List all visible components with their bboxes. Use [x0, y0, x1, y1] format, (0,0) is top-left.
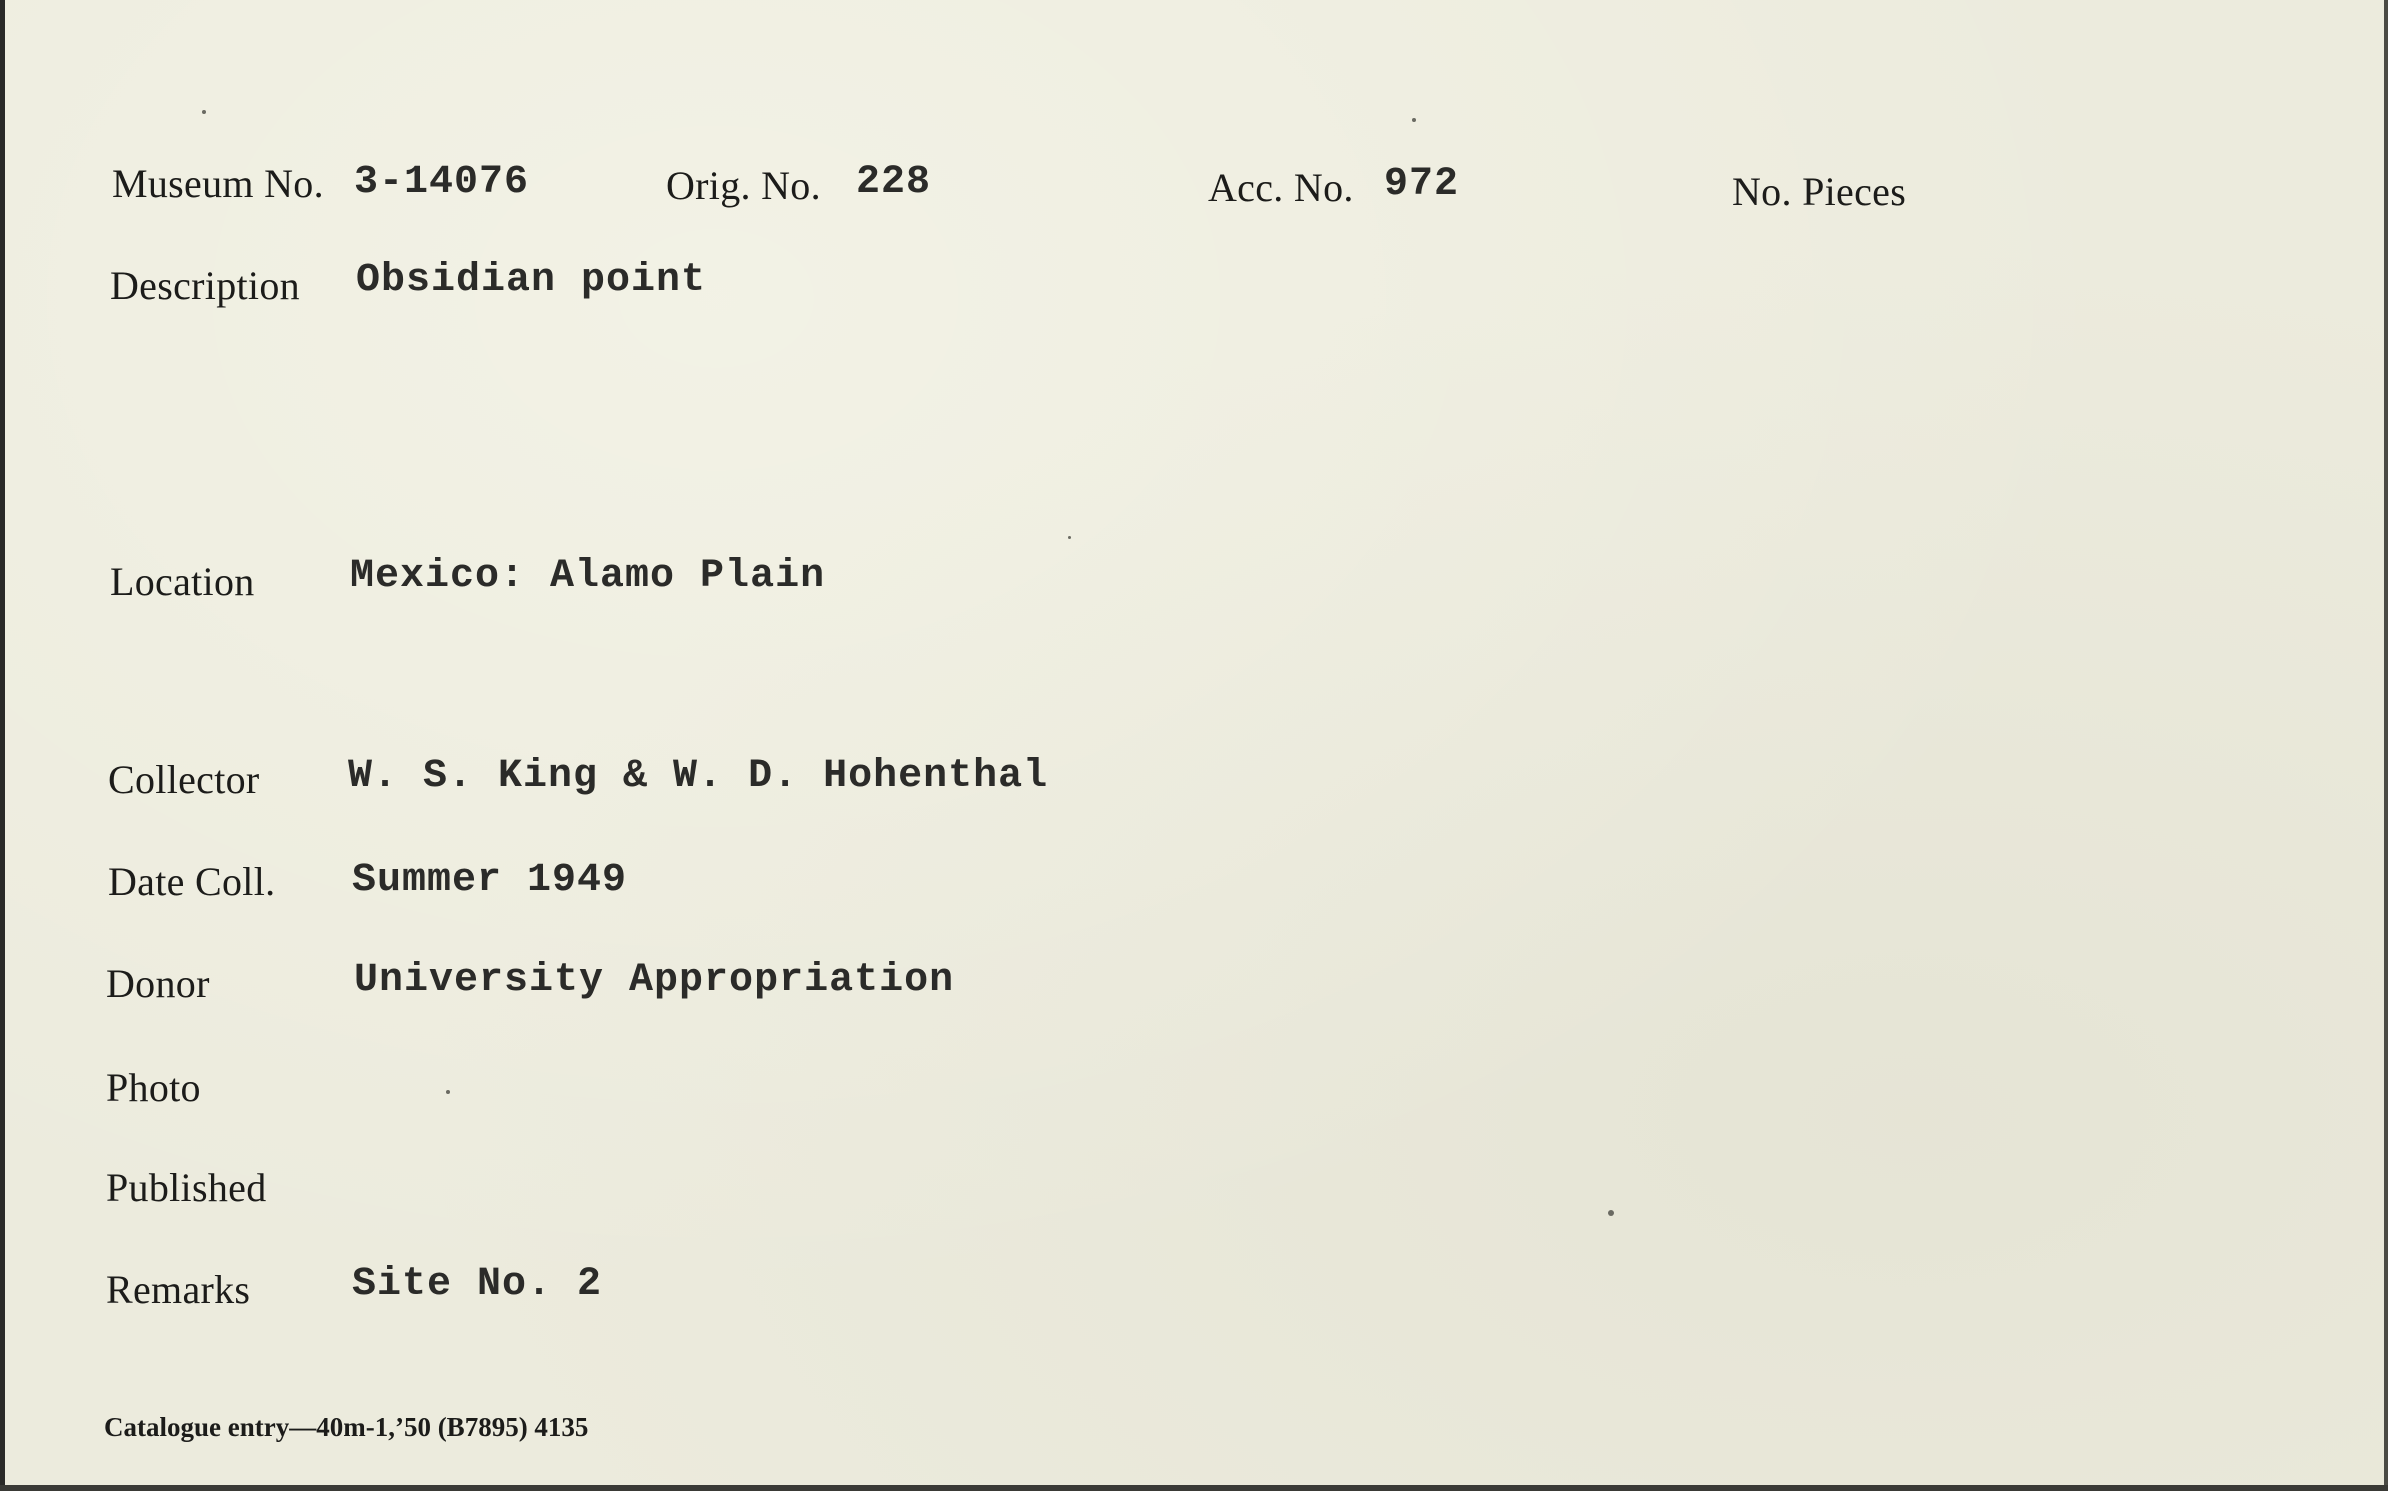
dust-speck [1608, 1210, 1614, 1216]
orig-no-value: 228 [856, 160, 932, 205]
donor-value: University Appropriation [354, 958, 955, 1003]
description-value: Obsidian point [356, 258, 707, 303]
no-pieces-label: No. Pieces [1732, 169, 1907, 214]
date-coll-value: Summer 1949 [352, 858, 628, 903]
card-edge-bottom [0, 1485, 2388, 1491]
location-label: Location [110, 559, 255, 604]
catalogue-entry-footer: Catalogue entry—40m-1,’50 (B7895) 4135 [104, 1412, 589, 1442]
orig-no-label: Orig. No. [666, 163, 821, 208]
card-edge-right [2384, 0, 2388, 1491]
dust-speck [202, 110, 206, 114]
remarks-value: Site No. 2 [352, 1262, 603, 1307]
museum-no-value: 3-14076 [354, 160, 530, 205]
card-edge-left [0, 0, 5, 1491]
donor-label: Donor [106, 961, 210, 1006]
collector-label: Collector [108, 757, 260, 802]
remarks-label: Remarks [106, 1267, 251, 1312]
location-value: Mexico: Alamo Plain [350, 554, 826, 599]
dust-speck [1068, 536, 1071, 539]
acc-no-value: 972 [1384, 162, 1460, 207]
acc-no-label: Acc. No. [1208, 165, 1354, 210]
collector-value: W. S. King & W. D. Hohenthal [348, 754, 1049, 799]
description-label: Description [110, 263, 300, 308]
date-coll-label: Date Coll. [108, 859, 276, 904]
published-label: Published [106, 1165, 267, 1210]
dust-speck [446, 1090, 450, 1094]
photo-label: Photo [106, 1065, 201, 1110]
museum-no-label: Museum No. [112, 161, 324, 206]
dust-speck [1412, 118, 1416, 122]
